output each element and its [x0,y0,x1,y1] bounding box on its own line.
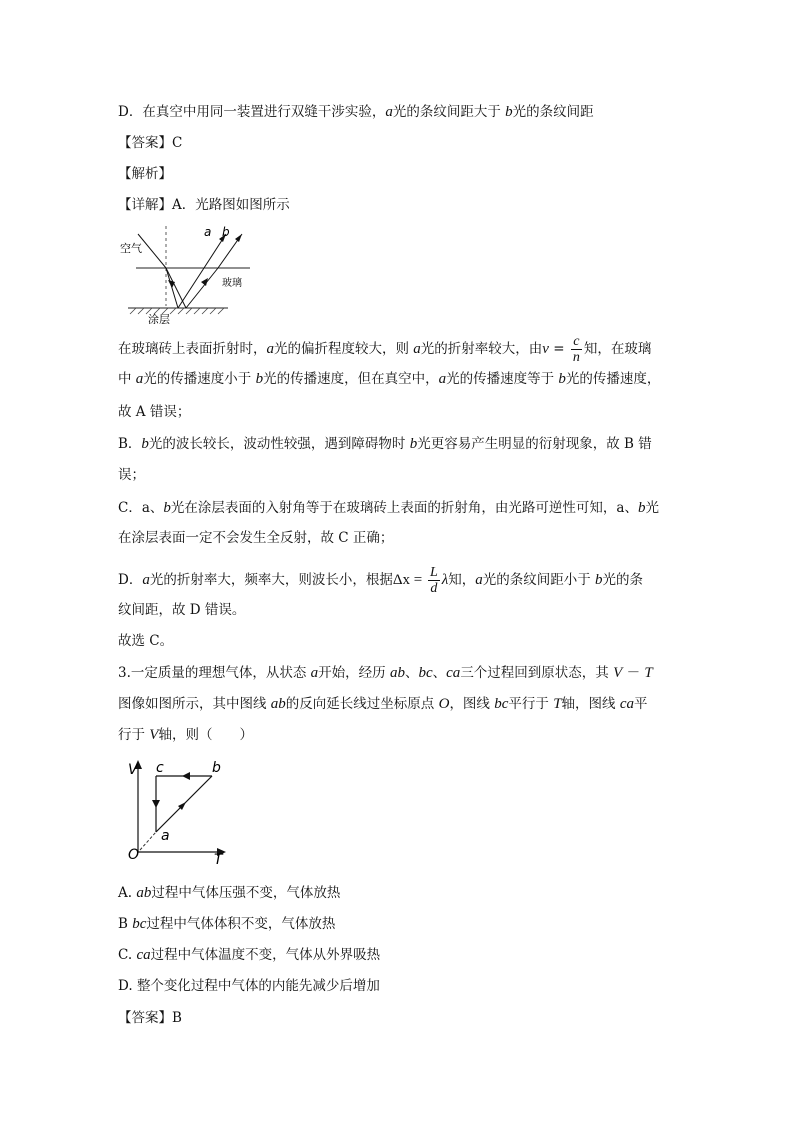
text: 误； [118,467,145,483]
text: 光的传播速度， [565,371,661,387]
text: D． [118,572,143,588]
option-var: ab [136,885,152,901]
para-a1 [118,334,651,365]
var-v: V [149,727,159,743]
conclusion [118,631,173,651]
var-ab: ab [389,665,405,681]
text: 光在涂层表面的入射角等于在玻璃砖上表面的折射角，由光路可逆性可知，a、 [170,500,638,516]
q3-option-a [118,883,340,903]
ab-extension-dashed [140,832,156,850]
text: 的反向延长线过坐标原点 [285,696,439,712]
denominator: n [572,350,580,365]
option-label: C. [118,947,137,963]
text: 故选 C。 [118,633,174,649]
para-a3 [118,402,190,422]
var-a: a [413,341,421,357]
coating-hatch [130,308,224,314]
numerator: c [571,334,582,350]
q3-stem-2 [118,694,648,714]
light-path-figure [118,222,258,324]
para-b2 [118,465,145,485]
bc-arrow-icon [182,772,190,780]
option-text: 整个变化过程中气体的内能先减少后增加 [136,978,380,994]
q3-option-b [118,914,335,934]
v-axis-label: V [128,762,138,778]
text: A．光路图如图所示 [172,197,290,213]
para-c2 [118,528,393,548]
text: 光的条纹间距小于 [482,572,596,588]
text: 三个过程回到原状态，其 [460,665,614,681]
option-label: B [118,916,133,932]
lambda: λ [441,572,449,588]
point-b-label: b [212,760,221,776]
option-text: 过程中气体温度不变，气体从外界吸热 [150,947,381,963]
var-ca: ca [619,696,635,712]
fraction-c-over-n [571,334,582,365]
equals: = [548,341,569,357]
text: 在玻璃砖上表面折射时， [118,341,267,357]
text: 中 [118,371,136,387]
point-a-label: a [161,828,170,844]
option-label: D. [118,978,137,994]
var-b: b [141,436,149,452]
origin-label: O [128,847,140,863]
var-o: O [438,696,450,712]
text: 光的传播速度等于 [446,371,559,387]
q3-stem-3 [118,725,253,745]
text: C．a、 [118,500,164,516]
v-t-graph [126,758,236,866]
glass-label: 玻璃 [222,278,242,289]
text: 光的传播速度小于 [143,371,256,387]
ca-arrow-icon [152,800,160,808]
var-a: a [135,371,144,387]
detail-label: 【详解】 [118,197,172,213]
answer-value: C [172,135,183,151]
para-d1 [118,565,643,596]
var-b: b [558,371,566,387]
ray-b-label: b [222,225,230,239]
var-a: a [475,572,483,588]
text: 光的偏折程度较大，则 [274,341,414,357]
text: 开始，经历 [318,665,390,681]
answer-value: B [172,1010,182,1026]
var-v: V [613,665,623,681]
var-ca: ca [446,665,461,681]
var-bc: bc [418,665,433,681]
text: － [622,665,645,681]
var-b: b [409,436,418,452]
text: 光的条纹间距大于 [392,104,506,120]
air-label: 空气 [120,242,142,255]
answer-line [118,133,182,153]
var-a: a [142,572,150,588]
text: 在涂层表面一定不会发生全反射，故 C 正确； [118,530,394,546]
answer-label: 【答案】 [118,1010,172,1026]
text: 轴，图线 [561,696,620,712]
text: 【解析】 [118,166,172,182]
text: 故 A 错误； [118,404,191,420]
var-b: b [255,371,264,387]
var-a: a [266,341,274,357]
var-b: b [637,500,646,516]
analysis-label [118,164,172,184]
text: 平行于 [508,696,554,712]
option-label: A. [118,885,137,901]
var-v: v [542,341,549,357]
text: 行于 [118,727,150,743]
text: 纹间距，故 D 错误。 [118,602,246,618]
text: 图像如图所示，其中图线 [118,696,271,712]
var-b: b [595,572,603,588]
coating-label: 涂层 [148,313,170,324]
para-a2 [118,369,660,389]
var-t: T [644,665,653,681]
q3-option-d [118,976,380,996]
q3-answer-line [118,1008,182,1028]
text: 光 [645,500,659,516]
text: 光的波长较长，波动性较强，遇到障碍物时 [148,436,410,452]
var-bc: bc [494,696,509,712]
text: 光的传播速度，但在真空中， [263,371,439,387]
arrow-up-icon [201,278,208,286]
q3-option-c [118,945,380,965]
option-var: bc [132,916,147,932]
para-c1 [118,498,659,518]
text: 光的条 [602,572,644,588]
text: ，图线 [449,696,495,712]
option-text: 过程中气体体积不变，气体放热 [146,916,336,932]
option-text: 过程中气体压强不变，气体放热 [151,885,341,901]
text: 知，在玻璃 [583,341,652,357]
q3-stem-1 [118,663,653,683]
var-ab: ab [270,696,286,712]
point-c-label: c [156,760,164,776]
text: 、 [404,665,419,681]
text: 轴，则（ ） [158,727,253,743]
para-b1 [118,434,652,454]
arrow-b-icon [235,234,242,242]
text: 平 [634,696,648,712]
numerator: L [429,565,438,580]
var-t: T [553,696,562,712]
text: 知， [448,572,476,588]
text: 光的折射率大，频率大，则波长小，根据 [149,572,393,588]
text: 、 [432,665,447,681]
detail-line [118,195,290,215]
var-b: b [505,104,513,120]
fraction-l-over-d [428,565,440,596]
text: 光更容易产生明显的衍射现象，故 B 错 [417,436,652,452]
var-a: a [438,371,447,387]
para-d2 [118,600,245,620]
var-a: a [310,665,319,681]
answer-label: 【答案】 [118,135,172,151]
var-b: b [163,500,171,516]
text: 3.一定质量的理想气体，从状态 [118,665,311,681]
option-d-line [118,102,594,122]
text: D．在真空中用同一装置进行双缝干涉实验， [118,104,386,120]
var-a: a [385,104,393,120]
text: 光的折射率较大，由 [420,341,543,357]
option-var: ca [136,947,151,963]
delta-x: Δx = [392,572,426,588]
denominator: d [430,581,438,596]
text: 光的条纹间距 [512,104,594,120]
ray-a-label: a [204,225,212,239]
t-axis-label: T [214,852,223,866]
arrow-down-icon [168,280,175,288]
text: B． [118,436,142,452]
incident-ray [138,234,166,268]
